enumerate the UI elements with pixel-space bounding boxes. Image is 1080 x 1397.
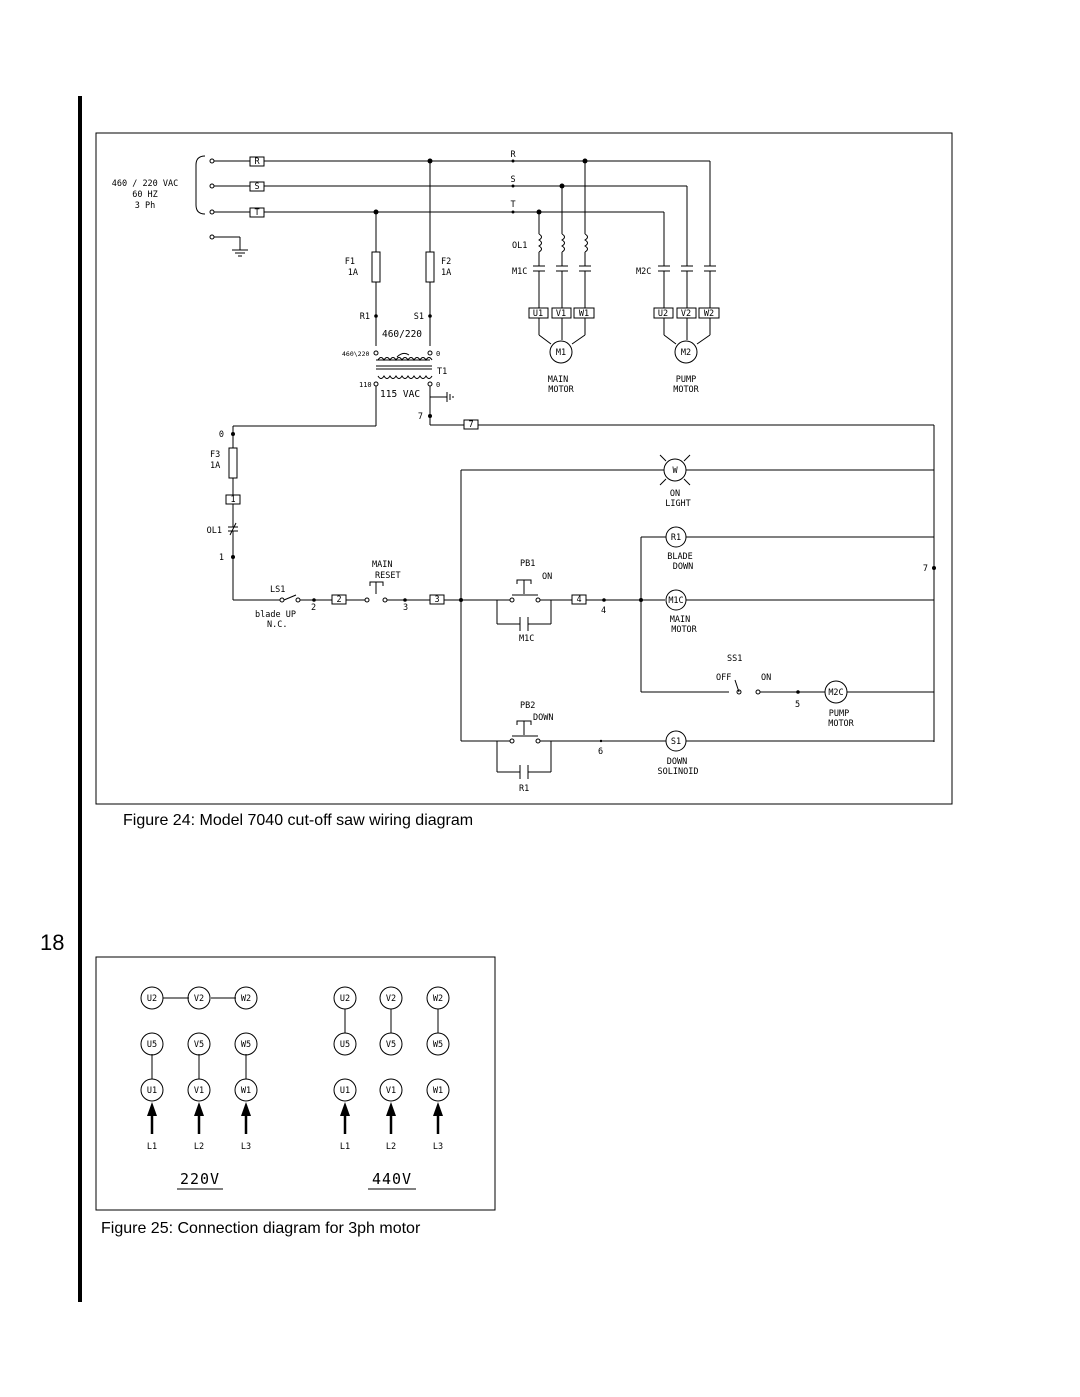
- ls1-desc-2: N.C.: [267, 620, 288, 630]
- terminal-u1-440-label: U1: [339, 1086, 351, 1096]
- wire-7-right-label: 7: [922, 564, 928, 574]
- fuse-f3-label: F3: [210, 450, 221, 460]
- terminal-w5-220-label: W5: [240, 1040, 252, 1050]
- main-motor-branch: [533, 161, 591, 308]
- wire-3-label: 3: [403, 603, 409, 613]
- fuse-f1: [372, 252, 380, 282]
- m1c-coil-label-1: MAIN: [669, 615, 691, 625]
- wire-0-label: 0: [218, 430, 224, 440]
- transformer-primary-label: 460/220: [381, 329, 423, 340]
- voltage-220-label: 220V: [179, 1170, 221, 1188]
- node-r1-label: R1: [359, 312, 370, 322]
- solenoid-tag: S1: [670, 737, 682, 747]
- terminal-v2-220-label: V2: [193, 994, 205, 1004]
- motor2-tag: M2: [680, 348, 692, 358]
- terminal-w5-440-label: W5: [432, 1040, 444, 1050]
- m1c-coil-tag: M1C: [668, 596, 684, 606]
- ls1-label: LS1: [270, 585, 286, 595]
- motor1-term-v1: V1: [555, 309, 567, 319]
- ss1-on-label: ON: [761, 673, 772, 683]
- fuse-f2-label: F2: [441, 257, 452, 267]
- wire-6-label: 6: [598, 747, 604, 757]
- transformer-tap-arrow: [397, 353, 409, 357]
- pump-motor-branch: [658, 161, 716, 308]
- terminal-u5-440-label: U5: [339, 1040, 351, 1050]
- terminal-u2-440-label: U2: [339, 994, 351, 1004]
- line-l3-440: L3: [432, 1142, 444, 1152]
- phase-s-label: S: [510, 175, 516, 185]
- solenoid-label-2: SOLINOID: [657, 767, 699, 777]
- terminal-s: [210, 184, 214, 188]
- phase-r-tag-label: R: [254, 157, 260, 167]
- pb2-down-label: DOWN: [533, 713, 554, 723]
- wire-7-tag-label: 7: [468, 420, 474, 430]
- voltage-440-label: 440V: [371, 1170, 413, 1188]
- pb1-label: PB1: [520, 559, 536, 569]
- terminal-v5-440-label: V5: [385, 1040, 397, 1050]
- arrow-icon: [147, 1102, 251, 1134]
- relay-label-2: DOWN: [672, 562, 694, 572]
- fuse-f1-rating: 1A: [347, 268, 358, 278]
- transformer-name: T1: [437, 367, 448, 377]
- transformer-tap-0: 0: [436, 381, 441, 389]
- wire-3-tag-label: 3: [434, 595, 440, 605]
- supply-brace: [196, 156, 205, 214]
- motor1-term-w1: W1: [578, 309, 590, 319]
- wire-5-label: 5: [795, 700, 801, 710]
- on-light-label-2: LIGHT: [665, 499, 691, 509]
- fuse-f2: [426, 252, 434, 282]
- relay-r1-tag: R1: [670, 533, 682, 543]
- node-s1-label: S1: [413, 312, 424, 322]
- m2c-label: M2C: [636, 267, 652, 277]
- terminal-u5-220-label: U5: [146, 1040, 158, 1050]
- phase-t-tag-label: T: [254, 208, 260, 218]
- terminal-ground: [210, 235, 214, 239]
- figure-24-caption: Figure 24: Model 7040 cut-off saw wiring diagram: [123, 812, 474, 829]
- on-light-label-1: ON: [669, 489, 681, 499]
- motor2-label-1: PUMP: [675, 375, 697, 385]
- fuse-f3-rating: 1A: [210, 461, 221, 471]
- m1c-seal-label: M1C: [519, 634, 535, 644]
- terminal-v1-440-label: V1: [385, 1086, 397, 1096]
- figure-24-diagram: [96, 133, 952, 804]
- wire-4-label: 4: [601, 606, 607, 616]
- transformer-tap-110: 110: [359, 381, 372, 389]
- wire-2-label: 2: [311, 603, 317, 613]
- fuse-f2-rating: 1A: [441, 268, 452, 278]
- ss1-label: SS1: [727, 654, 743, 664]
- m1c-label: M1C: [512, 267, 528, 277]
- terminal-u1-220-label: U1: [146, 1086, 158, 1096]
- r1-contact-label: R1: [519, 784, 530, 794]
- terminal-w2-220-label: W2: [240, 994, 252, 1004]
- m2c-coil-label-2: MOTOR: [828, 719, 854, 729]
- pb1-on-label: ON: [542, 572, 553, 582]
- m1c-coil-label-2: MOTOR: [671, 625, 697, 635]
- page-number: 18: [40, 930, 65, 955]
- terminal-u2-220-label: U2: [146, 994, 158, 1004]
- terminal-w2-440-label: W2: [432, 994, 444, 1004]
- line-l2-440: L2: [385, 1142, 397, 1152]
- ss1-off-label: OFF: [716, 673, 732, 683]
- ls1-desc-1: blade UP: [255, 610, 296, 620]
- m2c-coil-label-1: PUMP: [828, 709, 850, 719]
- solenoid-label-1: DOWN: [666, 757, 688, 767]
- transformer-secondary-coil: [378, 376, 432, 379]
- ol1-contact-label: OL1: [206, 526, 222, 536]
- figure-25-caption: Figure 25: Connection diagram for 3ph motor: [101, 1220, 421, 1237]
- terminal-v1-220-label: V1: [193, 1086, 205, 1096]
- line-l1-220: L1: [146, 1142, 158, 1152]
- terminal-r: [210, 159, 214, 163]
- wire-1-tag-label: 1: [230, 495, 236, 505]
- figure-25-diagram: [96, 957, 495, 1210]
- phase-t-label: T: [510, 200, 516, 210]
- terminal-w1-220-label: W1: [240, 1086, 252, 1096]
- fuse-f3: [229, 448, 237, 478]
- main-reset-label-1: MAIN: [372, 560, 393, 570]
- terminal-t: [210, 210, 214, 214]
- ol1-label: OL1: [512, 241, 528, 251]
- motor2-term-u2: U2: [657, 309, 669, 319]
- phase-s-tag-label: S: [254, 182, 260, 192]
- wire-2-tag-label: 2: [336, 595, 342, 605]
- motor1-label-1: MAIN: [547, 375, 569, 385]
- line-l1-440: L1: [339, 1142, 351, 1152]
- terminal-v5-220-label: V5: [193, 1040, 205, 1050]
- relay-label-1: BLADE: [667, 552, 693, 562]
- line-l3-220: L3: [240, 1142, 252, 1152]
- motor1-term-u1: U1: [532, 309, 544, 319]
- wire-4-tag-label: 4: [576, 595, 582, 605]
- line-l2-220: L2: [193, 1142, 205, 1152]
- transformer-secondary-label: 115 VAC: [380, 389, 421, 400]
- supply-frequency-label: 60 HZ: [132, 190, 158, 200]
- m2c-coil-tag: M2C: [828, 688, 844, 698]
- pb2-label: PB2: [520, 701, 536, 711]
- motor1-tag: M1: [555, 348, 567, 358]
- motor2-term-v2: V2: [680, 309, 692, 319]
- supply-phase-label: 3 Ph: [134, 201, 156, 211]
- motor1-label-2: MOTOR: [548, 385, 574, 395]
- motor2-term-w2: W2: [703, 309, 715, 319]
- terminal-w1-440-label: W1: [432, 1086, 444, 1096]
- motor2-label-2: MOTOR: [673, 385, 699, 395]
- terminal-v2-440-label: V2: [385, 994, 397, 1004]
- phase-r-label: R: [510, 150, 516, 160]
- transformer-tap-0-top: 0: [436, 350, 441, 358]
- supply-voltage-label: 460 / 220 VAC: [111, 179, 179, 189]
- on-light-tag: W: [672, 466, 678, 476]
- transformer-tap-label: 460\220: [342, 350, 370, 358]
- fuse-f1-label: F1: [344, 257, 355, 267]
- wire-1-label: 1: [218, 553, 224, 563]
- arrow-icon: [340, 1102, 443, 1134]
- wire-7-label: 7: [417, 412, 423, 422]
- main-reset-label-2: RESET: [375, 571, 401, 581]
